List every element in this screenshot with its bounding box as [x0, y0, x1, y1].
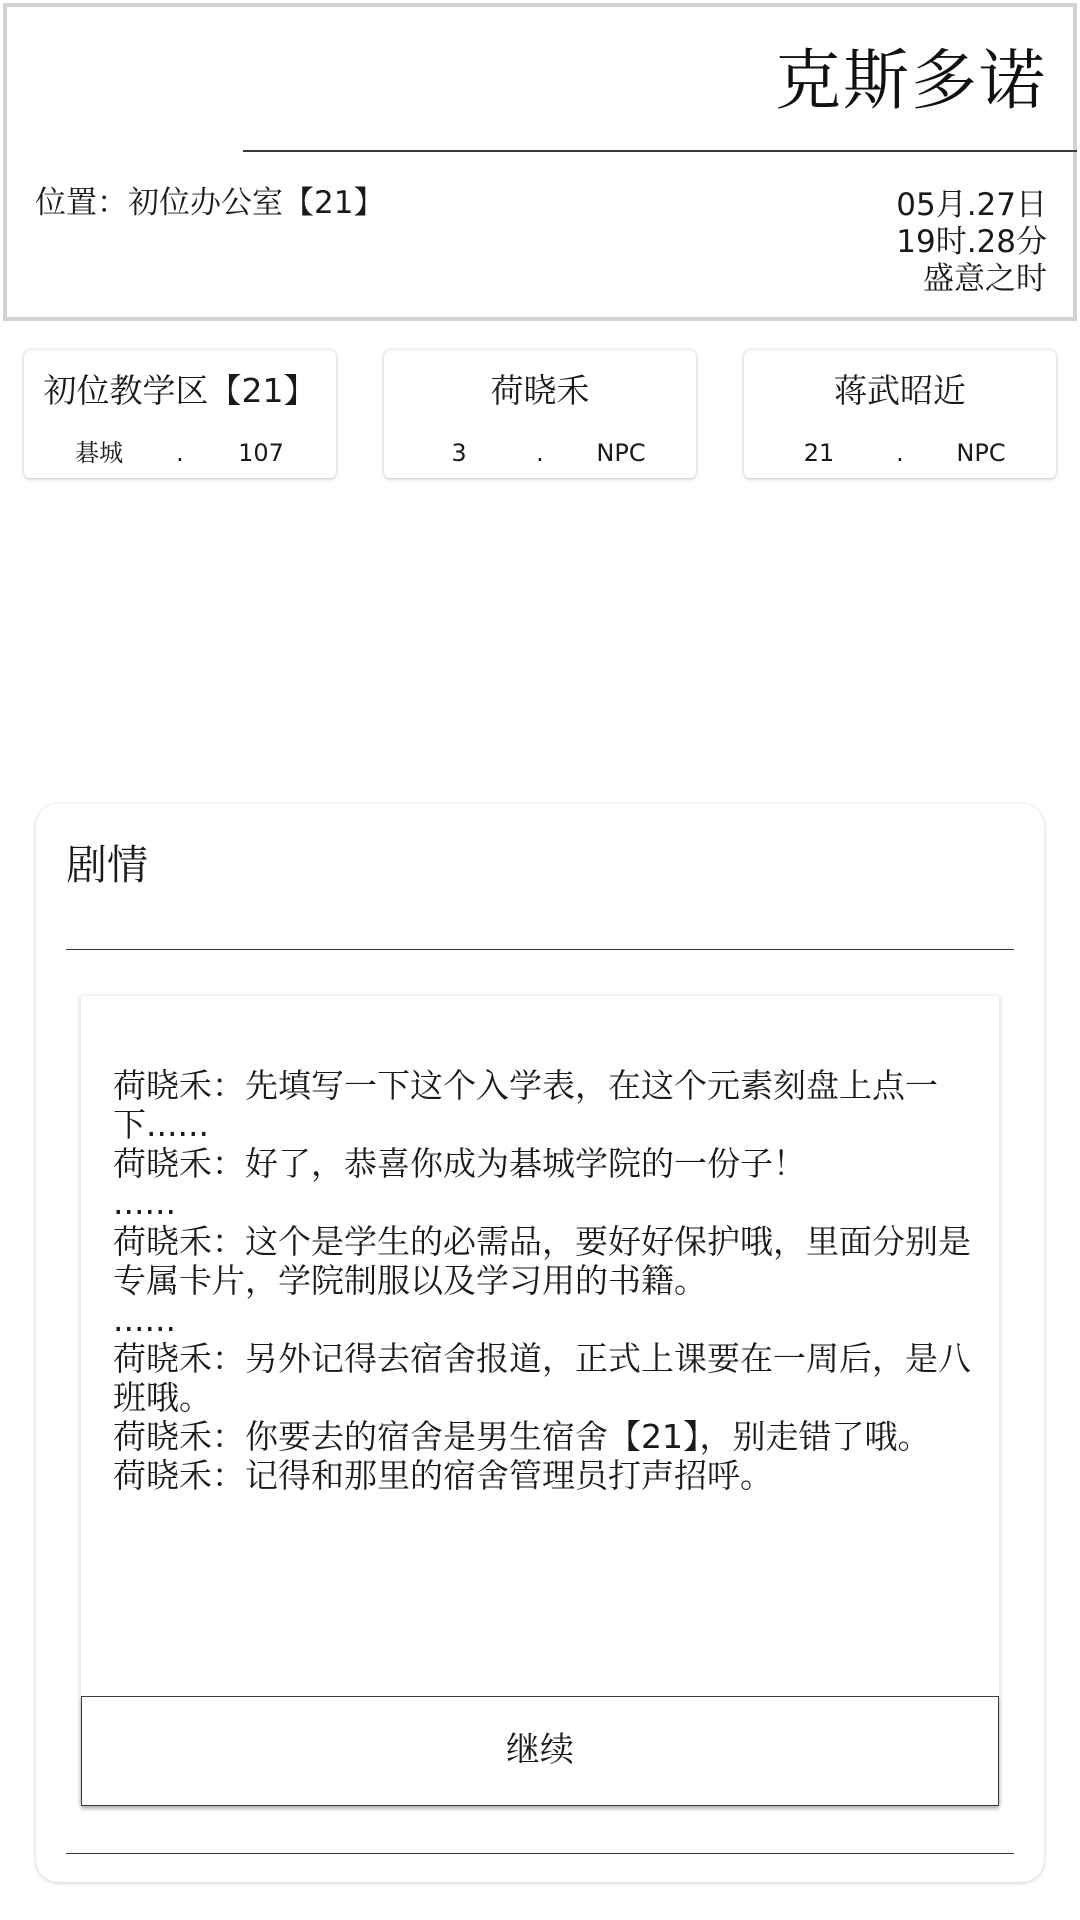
- location-label: 位置：初位办公室【21】: [35, 185, 385, 221]
- story-divider-bottom: [66, 1853, 1014, 1854]
- area-card-city: 碁城: [75, 439, 123, 467]
- npc-card-level: 3: [451, 439, 467, 467]
- npc-card-type: NPC: [596, 439, 646, 467]
- npc-card-name: 蒋武昭近: [834, 371, 966, 410]
- dialogue-line: 荷晓禾：另外记得去宿舍报道，正式上课要在一周后，是八班哦。: [113, 1339, 971, 1417]
- area-card[interactable]: [24, 350, 336, 478]
- dialogue-line: 荷晓禾：记得和那里的宿舍管理员打声招呼。: [113, 1456, 773, 1495]
- area-card-title: 初位教学区【21】: [43, 371, 317, 410]
- npc-card-type: NPC: [956, 439, 1006, 467]
- story-panel: [36, 804, 1044, 1882]
- npc-card-meta: [744, 438, 1056, 468]
- npc-card-name: 荷晓禾: [490, 371, 590, 410]
- datetime-display: [896, 187, 1047, 298]
- npc-card-meta: [384, 438, 696, 468]
- title-divider: [243, 150, 1077, 152]
- period-text: 盛意之时: [923, 261, 1047, 297]
- npc-card-hexiaohe[interactable]: [384, 350, 696, 478]
- status-header: [3, 3, 1077, 321]
- npc-card-separator: .: [896, 439, 904, 467]
- npc-card-jiangwuzhaojin[interactable]: [744, 350, 1056, 478]
- dialogue-line: 荷晓禾：这个是学生的必需品，要好好保护哦，里面分别是专属卡片，学院制服以及学习用的书籍。: [113, 1222, 971, 1300]
- game-title: 克斯多诺: [775, 42, 1047, 119]
- dialogue-text: [113, 1066, 973, 1495]
- dialogue-line: ......: [113, 1183, 176, 1222]
- area-card-count: 107: [238, 439, 284, 467]
- dialogue-line: 荷晓禾：好了，恭喜你成为碁城学院的一份子！: [113, 1144, 806, 1183]
- dialogue-box: [81, 996, 999, 1806]
- story-heading: 剧情: [66, 841, 148, 889]
- story-divider-top: [66, 949, 1014, 950]
- npc-card-separator: .: [536, 439, 544, 467]
- dialogue-line: 荷晓禾：你要去的宿舍是男生宿舍【21】，别走错了哦。: [113, 1417, 931, 1456]
- continue-button[interactable]: 继续: [81, 1696, 999, 1806]
- area-card-separator: .: [176, 439, 184, 467]
- date-text: 05月.27日: [896, 187, 1047, 223]
- dialogue-line: ......: [113, 1300, 176, 1339]
- area-card-meta: [24, 438, 336, 468]
- time-text: 19时.28分: [896, 224, 1047, 260]
- dialogue-line: 荷晓禾：先填写一下这个入学表，在这个元素刻盘上点一下......: [113, 1066, 938, 1144]
- npc-card-level: 21: [803, 439, 835, 467]
